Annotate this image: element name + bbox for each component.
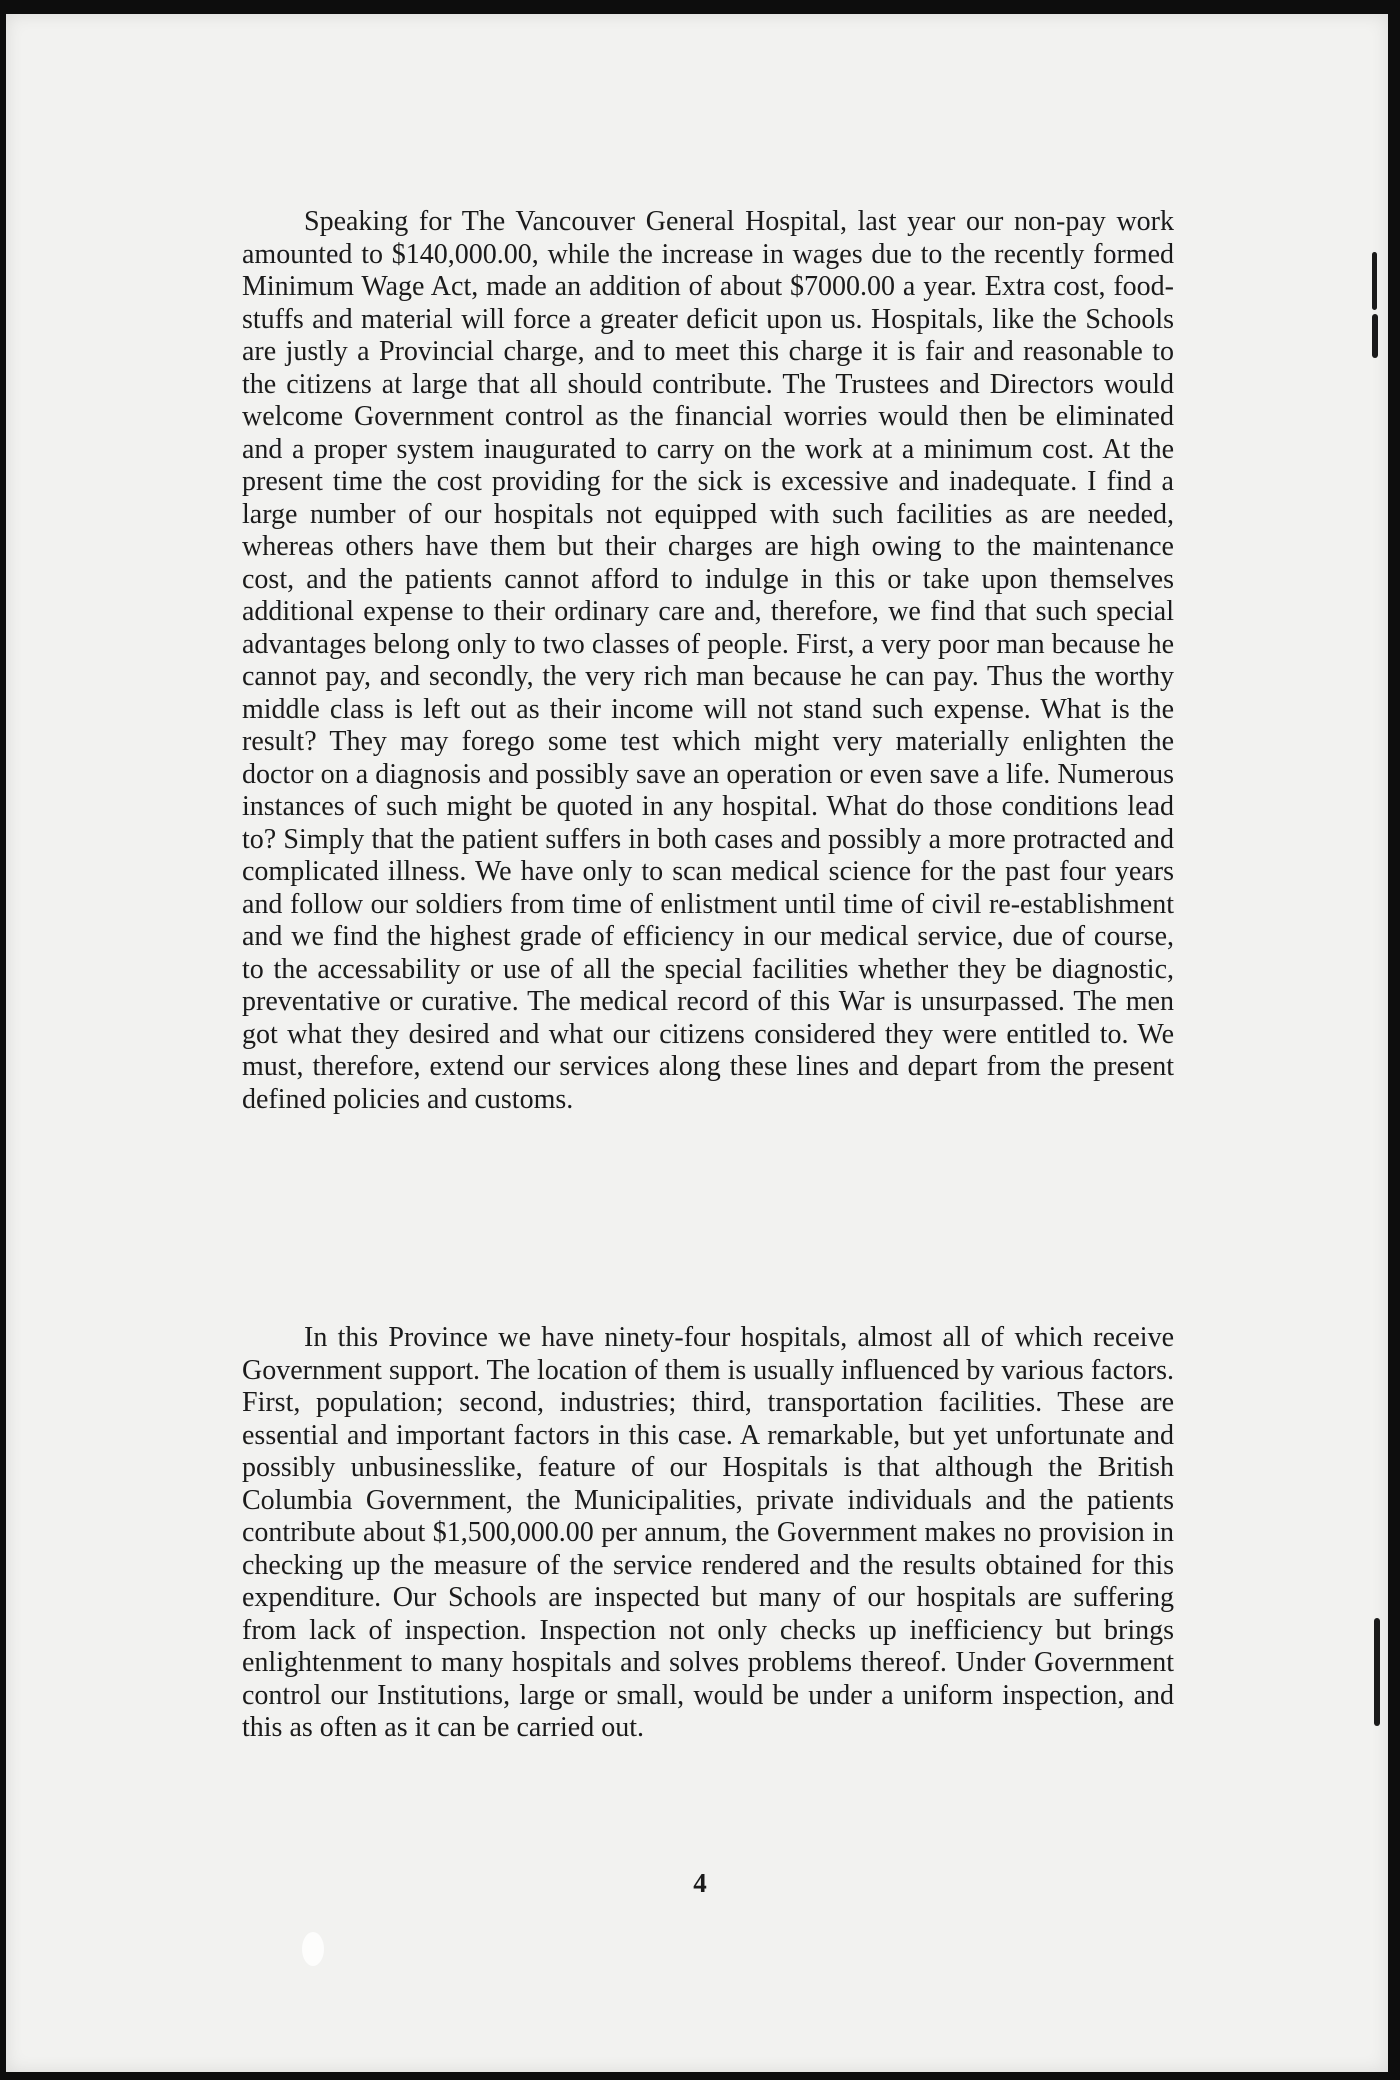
body-paragraph-1: Speaking for The Vancouver General Hospital, last year our non-pay work amounted to $140,000.00, while the increase in wages due to the recently formed Minimum Wage Act, made an addition of about $7000.00 a year. Extra cost, food-stuffs and material will force a greater deficit upon us. Hospitals, like the Schools are justly a Provincial charge, and to meet this charge it is fair and reasonable to the citizens at large that all should contribute. The Trustees and Directors would welcome Government control as the financial worries would then be eliminated and a proper system inaugurated to carry on the work at a minimum cost. At the present time the cost providing for the sick is excessive and inadequate. I find a large number of our hospitals not equipped with such facilities as are needed, whereas others have them but their charges are high owing to the maintenance cost, and the patients cannot afford to indulge in this or take upon themselves additional expense to their ordinary care and, therefore, we find that such special advantages belong only to two classes of people. First, a very poor man because he cannot pay, and secondly, the very rich man because he can pay. Thus the worthy middle class is left out as their income will not stand such expense. What is the result? They may forego some test which might very materially enlighten the doctor on a diagnosis and possibly save an operation or even save a life. Numerous instances of such might be quoted in any hospital. What do those conditions lead to? Simply that the patient suffers in both cases and possibly a more protracted and complicated illness. We have only to scan medical science for the past four years and follow our soldiers from time of enlistment until time of civil re-establishment and we find the highest grade of efficiency in our medical service, due of course, to the accessability or use of all the special facilities whether they be diagnostic, preventative or curative. The medical record of this War is unsurpassed. The men got what they desired and what our citizens considered they were entitled to. We must, therefore, extend our services along these lines and depart from the present defined policies and customs. (242, 206, 1174, 1115)
margin-mark (1372, 252, 1377, 310)
margin-mark (1372, 314, 1378, 358)
body-paragraph-2: In this Province we have ninety-four hospitals, almost all of which receive Government support. The location of them is usually influenced by various factors. First, population; second, industries; third, transportation facilities. These are essential and important factors in this case. A remarkable, but yet unfortunate and possibly unbusinesslike, feature of our Hospitals is that although the British Columbia Government, the Municipalities, private individuals and the patients contribute about $1,500,000.00 per annum, the Government makes no provision in checking up the measure of the service rendered and the results obtained for this expenditure. Our Schools are inspected but many of our hospitals are suffering from lack of inspection. Inspection not only checks up inefficiency but brings enlightenment to many hospitals and solves problems thereof. Under Government control our Institutions, large or small, would be under a uniform inspection, and this as often as it can be carried out. (242, 1322, 1174, 1743)
page-number: 4 (693, 1868, 707, 1898)
scan-smudge (302, 1932, 324, 1966)
margin-mark (1374, 1618, 1380, 1726)
